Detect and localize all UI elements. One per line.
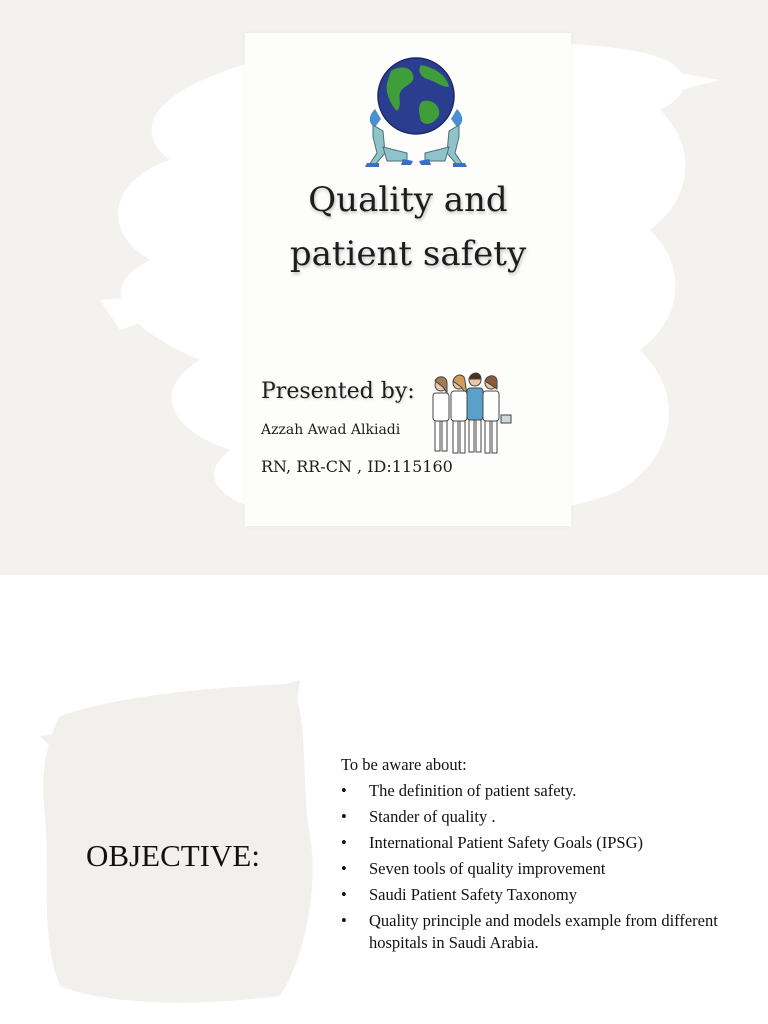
title-line-2: patient safety — [289, 234, 527, 274]
presentation-title — [245, 173, 571, 281]
bullet-icon: • — [341, 885, 347, 904]
list-item — [341, 884, 741, 906]
bullet-icon: • — [341, 911, 347, 930]
bullet-icon: • — [341, 781, 347, 800]
list-item — [341, 832, 741, 854]
objective-heading: OBJECTIVE: — [86, 838, 260, 873]
list-item — [341, 910, 741, 954]
bullet-icon: • — [341, 859, 347, 878]
presented-by-label: Presented by: — [261, 379, 415, 404]
list-item-text: The definition of patient safety. — [369, 781, 577, 800]
bullet-icon: • — [341, 807, 347, 826]
bullet-icon: • — [341, 833, 347, 852]
list-item-text: Quality principle and models example from different hospitals in Saudi Arabia. — [369, 911, 718, 952]
objective-intro: To be aware about: — [341, 755, 467, 774]
presenter-name: Azzah Awad Alkiadi — [261, 422, 401, 438]
title-line-1: Quality and — [308, 180, 508, 220]
list-item-text: International Patient Safety Goals (IPSG) — [369, 833, 644, 852]
list-item — [341, 780, 741, 802]
presenter-credentials: RN, RR-CN , ID:115160 — [261, 457, 453, 476]
globe-nurses-illustration — [361, 57, 471, 175]
objective-slide — [0, 576, 768, 1024]
list-item — [341, 858, 741, 880]
objective-list — [341, 754, 741, 958]
list-item — [341, 806, 741, 828]
title-card — [245, 33, 571, 526]
list-item-text: Seven tools of quality improvement — [369, 859, 606, 878]
list-item-text: Stander of quality . — [369, 807, 496, 826]
nurses-group-illustration — [423, 371, 518, 463]
list-item-text: Saudi Patient Safety Taxonomy — [369, 885, 577, 904]
